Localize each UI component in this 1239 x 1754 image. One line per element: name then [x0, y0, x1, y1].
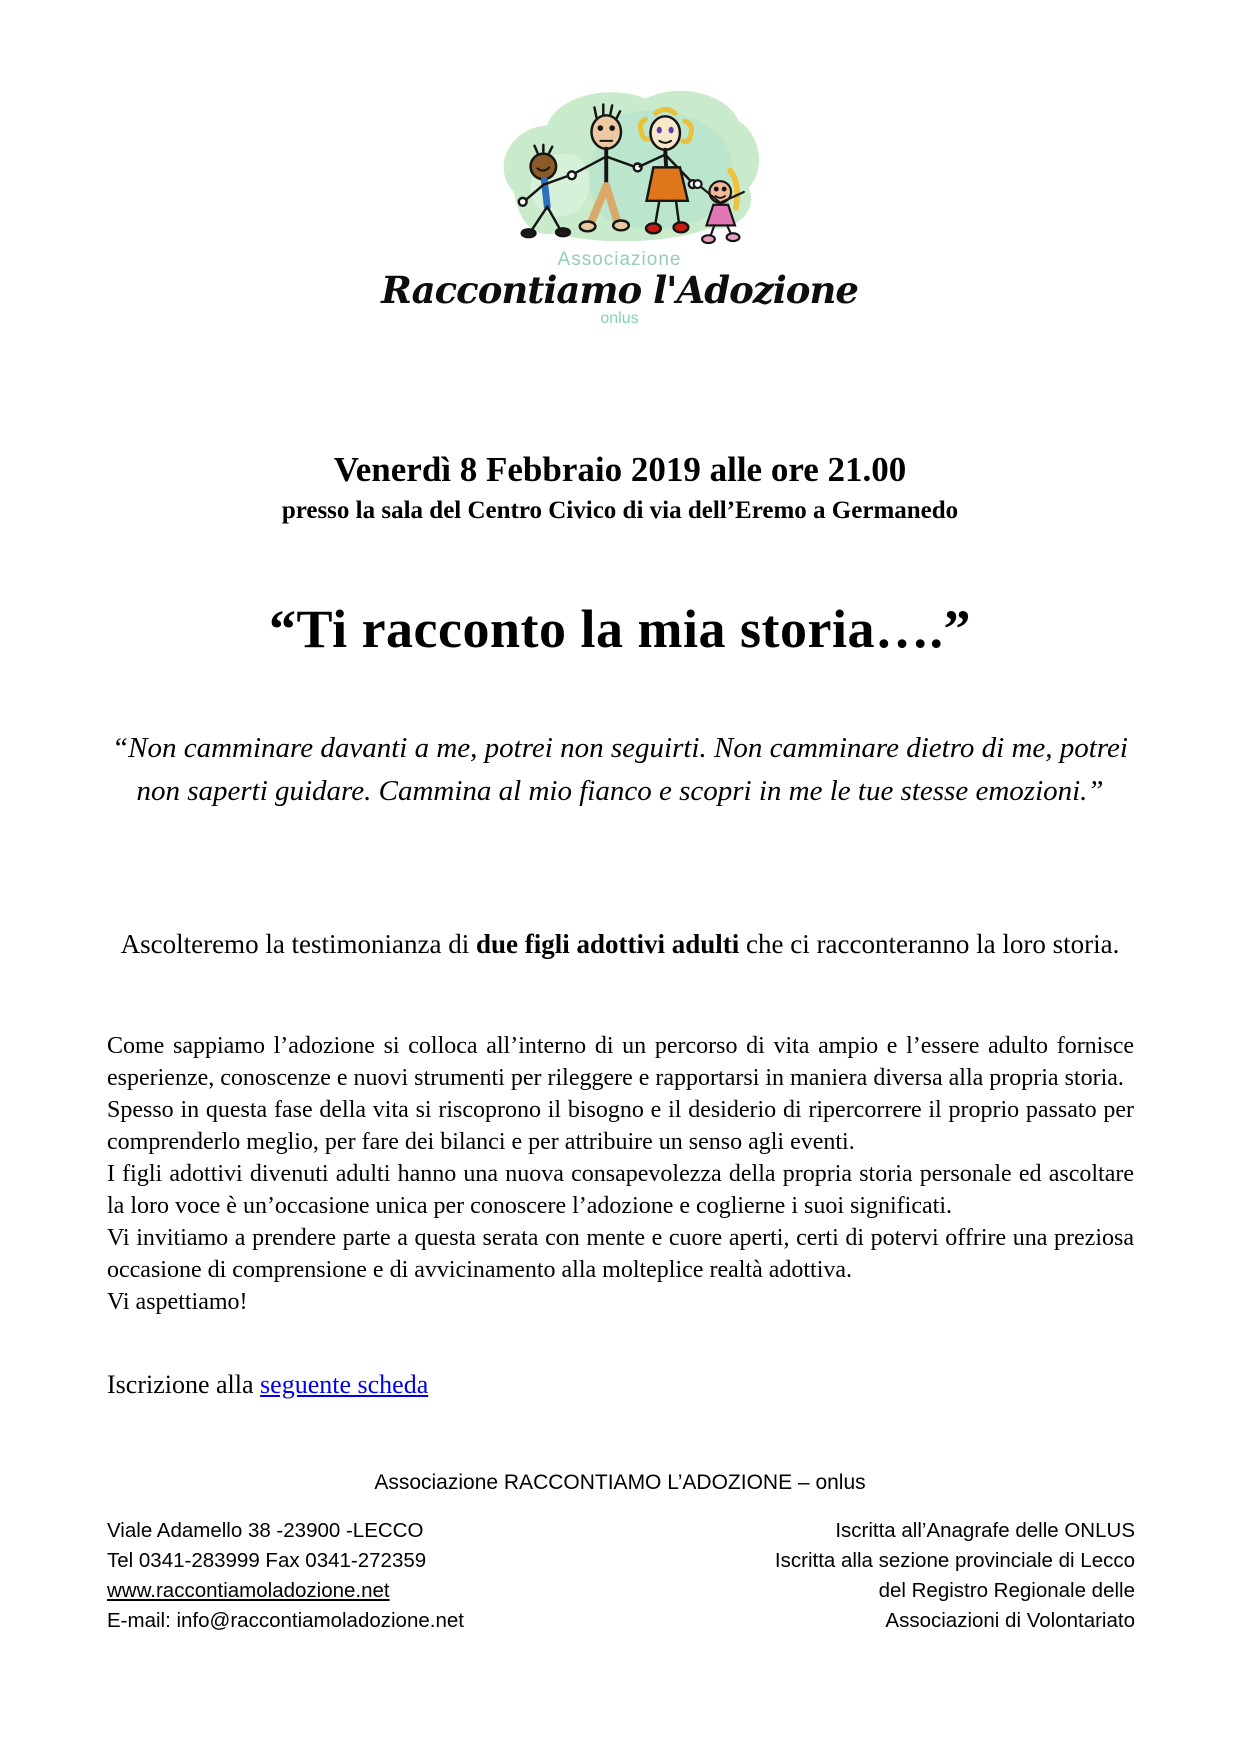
registration-form-link[interactable]: seguente scheda [260, 1370, 429, 1399]
family-drawing-icon [470, 76, 770, 248]
logo-association-name: Raccontiamo l'Adozione [381, 268, 858, 312]
event-datetime: Venerdì 8 Febbraio 2019 alle ore 21.00 [333, 450, 907, 489]
event-quote: “Non camminare davanti a me, potrei non seguirti. Non camminare dietro di me, potrei non saperti guidare. Cammina al mio fianco e scopri in me le tue stesse emozioni.” [112, 732, 1128, 807]
body-paragraph: I figli adottivi divenuti adulti hanno una nuova consapevolezza della propria storia personale ed ascoltare la loro voce è un’occasione unica per conoscere l’adozione e coglierne i suoi significati. [107, 1161, 1134, 1219]
footer-phone-fax: Tel 0341-283999 Fax 0341-272359 [107, 1549, 427, 1572]
footer-contact-block [107, 1516, 464, 1636]
body-text [107, 1030, 1134, 1318]
footer-registry-line: Iscritta alla sezione provinciale di Lecco [774, 1549, 1135, 1572]
footer-registry-line: Associazioni di Volontariato [885, 1609, 1135, 1632]
body-paragraph: Vi aspettiamo! [107, 1289, 248, 1315]
event-venue: presso la sala del Centro Civico di via dell’Eremo a Germanedo [281, 497, 959, 524]
footer-email: E-mail: info@raccontiamoladozione.net [107, 1609, 464, 1632]
footer-registry-block [775, 1516, 1135, 1636]
intro-text-after: che ci racconteranno la loro storia. [739, 929, 1120, 959]
event-title: “Ti racconto la mia storia….” [269, 599, 971, 659]
body-paragraph: Spesso in questa fase della vita si riscoprono il bisogno e il desiderio di ripercorrere il proprio passato per comprenderlo meglio, per fare dei bilanci e per attribuire un senso agli eventi. [107, 1097, 1134, 1155]
registration-line [107, 1370, 428, 1400]
footer-registry-line: Iscritta all’Anagrafe delle ONLUS [835, 1519, 1135, 1542]
footer-registry-line: del Registro Regionale delle [878, 1579, 1135, 1602]
intro-text-bold: due figli adottivi adulti [476, 929, 740, 959]
footer-address: Viale Adamello 38 -23900 -LECCO [107, 1519, 424, 1542]
intro-text-before: Ascolteremo la testimonianza di [120, 929, 476, 959]
footer-website-link[interactable]: www.raccontiamoladozione.net [107, 1579, 390, 1602]
intro-line [107, 924, 1133, 964]
footer-columns [107, 1516, 1135, 1636]
logo-association-label: Associazione [557, 249, 682, 270]
logo-onlus-label: onlus [600, 310, 639, 327]
registration-prefix: Iscrizione alla [107, 1370, 261, 1399]
association-logo [0, 76, 1239, 328]
body-paragraph: Come sappiamo l’adozione si colloca all’interno di un percorso di vita ampio e l’essere adulto fornisce esperienze, conoscenze e nuovi strumenti per rileggere e rapportarsi in maniera diversa alla propria storia. [107, 1033, 1134, 1091]
body-paragraph: Vi invitiamo a prendere parte a questa serata con mente e cuore aperti, certi di potervi offrire una preziosa occasione di comprensione e di avvicinamento alla molteplice realtà adottiva. [107, 1225, 1134, 1283]
footer-organization-line: Associazione RACCONTIAMO L’ADOZIONE – onlus [374, 1471, 866, 1494]
